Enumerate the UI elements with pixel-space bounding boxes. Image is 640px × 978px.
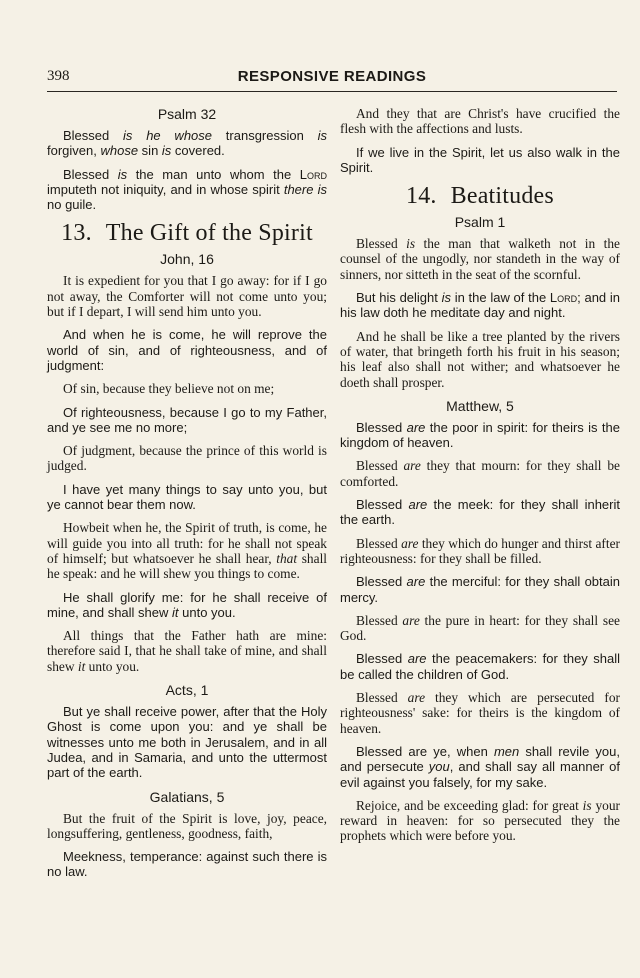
galatians-5-verse-4: If we live in the Spirit, let us also walk in the Spirit. [340,144,620,175]
section-13-heading: 13. The Gift of the Spirit [61,220,313,247]
john-16-verse-1: It is expedient for you that I go away: for if I go not away, the Comforter will not come unto you; but if I depart, I will send him unto you. [47,273,327,320]
psalm-1-verse-2: But his delight is in the law of the Lord; and in his law doth he meditate day and night. [340,290,620,321]
matthew-5-verse-3: Blessed are the meek: for they shall inherit the earth. [340,497,620,528]
left-column [47,106,327,888]
john-16-verse-9: All things that the Father hath are mine: therefore said I, that he shall take of mine, and shall shew it unto you. [47,628,327,674]
page-number: 398 [47,68,70,84]
matthew-5-verse-10: Rejoice, and be exceeding glad: for great is your reward in heaven: for so persecuted they the prophets which were before you. [340,797,620,844]
john-16-verse-3: Of sin, because they believe not on me; [63,381,275,397]
matthew-5-verse-8: Blessed are they which are persecuted for righteousness' sake: for theirs is the kingdom of heaven. [340,690,620,736]
psalm-32-verse-1: Blessed is he whose transgression is forgiven, whose sin is covered. [47,128,327,159]
acts-1-ref: Acts, 1 [165,682,209,699]
psalm-1-verse-3: And he shall be like a tree planted by the rivers of water, that bringeth forth his fruit in his season; his leaf also shall not wither; and whatsoever he doeth shall prosper. [340,328,620,390]
running-title: RESPONSIVE READINGS [237,68,427,85]
psalm-32-verse-2: Blessed is the man unto whom the Lord imputeth not iniquity, and in whose spirit there is no guile. [47,166,327,213]
section-14-heading: 14. Beatitudes [406,183,554,210]
acts-1-verse-1: But ye shall receive power, after that the Holy Ghost is come upon you: and ye shall be witnesses unto me both in Jerusalem, and in all Judea, and in Samaria, and unto the uttermost part of the earth. [47,704,327,781]
matthew-5-verse-9: Blessed are ye, when men shall revile you, and persecute you, and shall say all manner of evil against you falsely, for my sake. [340,743,620,790]
galatians-5-verse-1: But the fruit of the Spirit is love, joy, peace, longsuffering, gentleness, goodness, faith, [47,810,327,841]
matthew-5-verse-5: Blessed are the merciful: for they shall obtain mercy. [340,574,620,605]
galatians-5-verse-2: Meekness, temperance: against such there is no law. [47,849,327,880]
john-16-verse-2: And when he is come, he will reprove the world of sin, and of righteousness, and of judgment: [47,327,327,373]
john-16-ref: John, 16 [160,251,214,268]
galatians-5-verse-3: And they that are Christ's have crucified the flesh with the affections and lusts. [340,106,620,137]
psalm-1-verse-1: Blessed is the man that walketh not in the counsel of the ungodly, nor standeth in the way of sinners, nor sitteth in the seat of the scornful. [340,236,620,282]
matthew-5-verse-2: Blessed are they that mourn: for they shall be comforted. [340,458,620,489]
john-16-verse-7: Howbeit when he, the Spirit of truth, is come, he will guide you into all truth: for he shall not speak of himself; but whatsoever he shall hear, that shall he speak: and he will shew you things to come. [47,520,328,582]
matthew-5-verse-7: Blessed are the peacemakers: for they shall be called the children of God. [340,651,620,682]
john-16-verse-5: Of judgment, because the prince of this world is judged. [47,443,327,474]
matthew-5-verse-6: Blessed are the pure in heart: for they shall see God. [340,612,620,644]
matthew-5-ref: Matthew, 5 [446,397,514,414]
right-column [340,106,620,852]
john-16-verse-6: I have yet many things to say unto you, but ye cannot bear them now. [47,481,327,513]
psalm-1-ref: Psalm 1 [454,214,506,231]
galatians-5-ref: Galatians, 5 [149,788,225,805]
header-rule [47,91,617,92]
john-16-verse-8: He shall glorify me: for he shall receive of mine, and shall shew it unto you. [47,589,327,620]
matthew-5-verse-1: Blessed are the poor in spirit: for theirs is the kingdom of heaven. [340,419,620,451]
john-16-verse-4: Of righteousness, because I go to my Father, and ye see me no more; [47,404,327,435]
psalm-32-ref: Psalm 32 [157,106,217,122]
matthew-5-verse-4: Blessed are they which do hunger and thirst after righteousness: for they shall be filled. [340,535,620,566]
page-header [47,68,617,88]
